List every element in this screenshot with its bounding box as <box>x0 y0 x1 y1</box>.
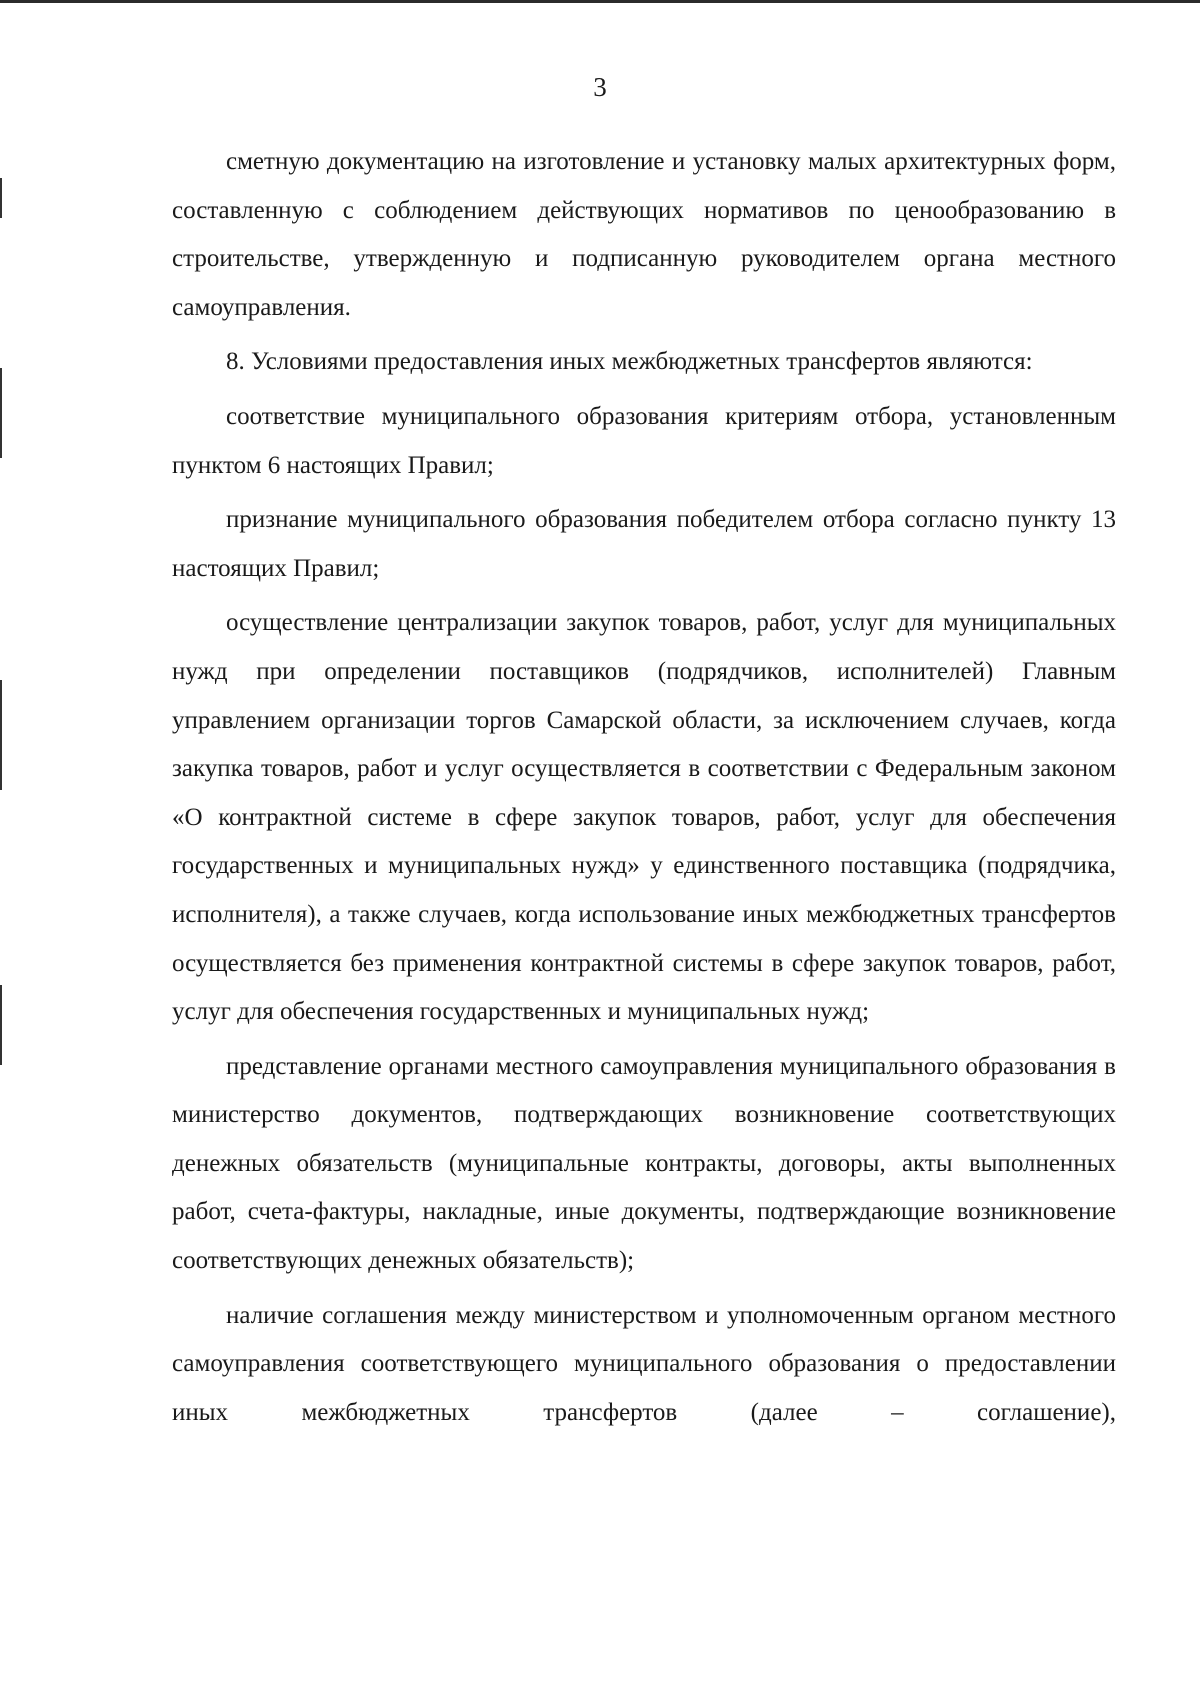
scan-edge-mark <box>0 178 2 218</box>
paragraph-documents: представление органами местного самоуправления муниципального образования в министерство документов, подтверждающих возникновение соответствующих денежных обязательств (муниципальные контракты, договоры, акты выполненных работ, счета-фактуры, накладные, иные документы, подтверждающие возникновение соответствующих денежных обязательств); <box>172 1052 1116 1275</box>
page-number: 3 <box>593 72 607 102</box>
paragraph-procurement: осуществление централизации закупок товаров, работ, услуг для муниципальных нужд при определении поставщиков (подрядчиков, исполнителей) Главным управлением организации торгов Самарской области, за исключением случаев, когда закупка товаров, работ и услуг осуществляется в соответствии с Федеральным законом «О контрактной системе в сфере закупок товаров, работ, услуг для обеспечения государственных и муниципальных нужд» у единственного поставщика (подрядчика, исполнителя), а также случаев, когда использование иных межбюджетных трансфертов осуществляется без применения контрактной системы в сфере закупок товаров, работ, услуг для обеспечения государственных и муниципальных нужд; <box>172 609 1116 1026</box>
paragraph-agreement: наличие соглашения между министерством и уполномоченным органом местного самоуправления соответствующего муниципального образования о предоставлении иных межбюджетных трансфертов (далее – соглашение), <box>172 1301 1116 1426</box>
paragraph-criteria: соответствие муниципального образования критериям отбора, установленным пунктом 6 настоящих Правил; <box>172 402 1116 479</box>
scan-edge-mark <box>0 680 2 790</box>
document-body <box>172 138 1116 1443</box>
scan-edge-mark <box>0 368 2 458</box>
top-border-line <box>0 0 1200 3</box>
paragraph-estimate-docs: сметную документацию на изготовление и установку малых архитектурных форм, составленную с соблюдением действующих нормативов по ценообразованию в строительстве, утвержденную и подписанную руководителем органа местного самоуправления. <box>172 148 1116 321</box>
scan-edge-mark <box>0 985 2 1065</box>
paragraph-winner: признание муниципального образования победителем отбора согласно пункту 13 настоящих Правил; <box>172 506 1116 582</box>
paragraph-conditions-heading: 8. Условиями предоставления иных межбюджетных трансфертов являются: <box>226 348 1033 376</box>
